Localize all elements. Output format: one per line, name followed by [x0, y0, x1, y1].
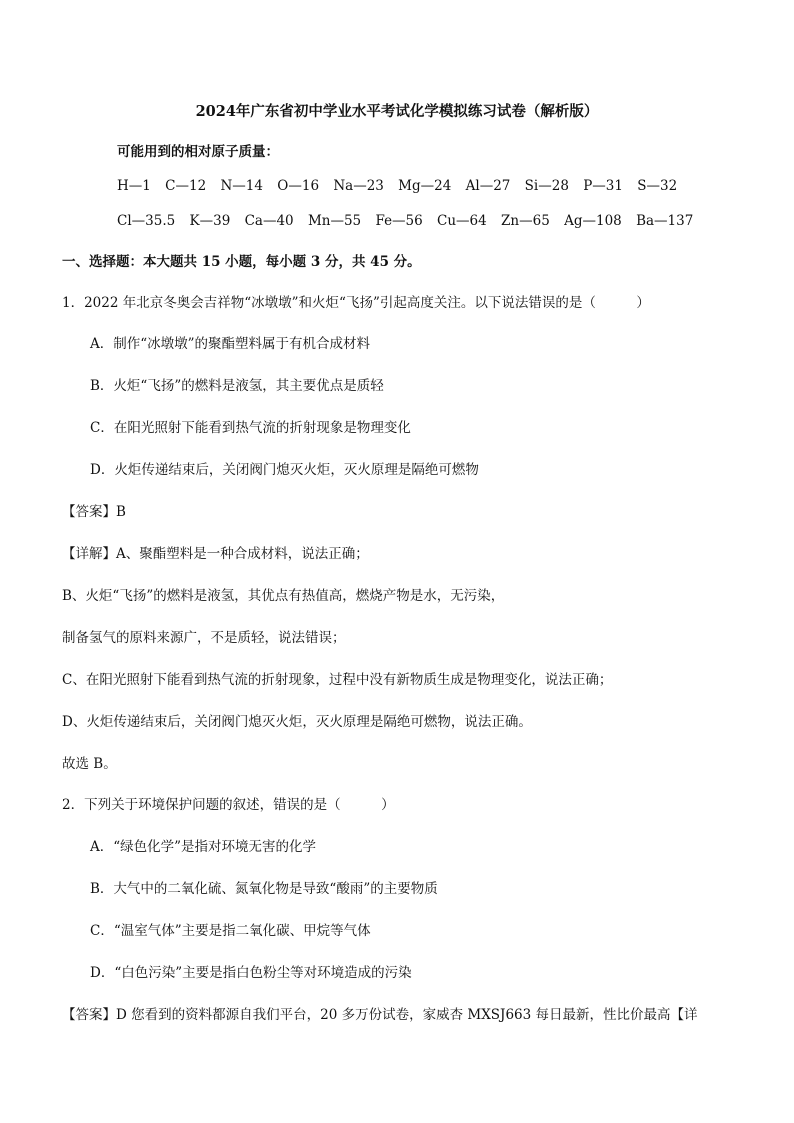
atomic-mass-s: S—32 [637, 178, 678, 194]
atomic-mass-ba: Ba—137 [636, 213, 694, 229]
atomic-mass-fe: Fe—56 [375, 213, 423, 229]
question-1-stem: 1．2022 年北京冬奥会吉祥物“冰墩墩”和火炬“飞扬”引起高度关注。以下说法错误的是（ ） [62, 295, 650, 311]
question-1-option-c: C．在阳光照射下能看到热气流的折射现象是物理变化 [90, 420, 411, 436]
atomic-mass-c: C—12 [165, 178, 207, 194]
atomic-mass-o: O—16 [277, 178, 320, 194]
page-title: 2024年广东省初中学业水平考试化学模拟练习试卷（解析版） [195, 103, 599, 120]
question-1-explanation-line-2: B、火炬“飞扬”的燃料是液氢，其优点有热值高，燃烧产物是水，无污染， [62, 588, 505, 604]
question-2-answer: 【答案】D 您看到的资料都源自我们平台，20 多万份试卷，家威杏 MXSJ663 每日最新，性比价最高【详 [62, 1007, 698, 1023]
question-2-option-c: C．“温室气体”主要是指二氧化碳、甲烷等气体 [90, 923, 371, 939]
atomic-mass-cu: Cu—64 [437, 213, 487, 229]
atomic-mass-si: Si—28 [524, 178, 569, 194]
atomic-mass-cl: Cl—35.5 [117, 213, 176, 229]
atomic-mass-heading: 可能用到的相对原子质量： [117, 144, 279, 160]
atomic-mass-mn: Mn—55 [307, 213, 362, 229]
question-1-option-a: A．制作“冰墩墩”的聚酯塑料属于有机合成材料 [90, 336, 371, 352]
question-2-stem: 2．下列关于环境保护问题的叙述，错误的是（ ） [62, 797, 395, 813]
question-2-option-b: B．大气中的二氧化硫、氮氧化物是导致“酸雨”的主要物质 [90, 881, 438, 897]
atomic-mass-mg: Mg—24 [398, 178, 452, 194]
atomic-mass-k: K—39 [189, 213, 231, 229]
atomic-mass-p: P—31 [583, 178, 623, 194]
atomic-mass-row-1 [117, 177, 687, 195]
question-1-answer: 【答案】B [62, 504, 126, 520]
question-1-explanation-line-1: 【详解】A、聚酯塑料是一种合成材料，说法正确； [62, 546, 369, 562]
question-2-option-d: D．“白色污染”主要是指白色粉尘等对环境造成的污染 [90, 965, 412, 981]
question-1-option-d: D．火炬传递结束后，关闭阀门熄灭火炬，灭火原理是隔绝可燃物 [90, 462, 479, 478]
atomic-mass-zn: Zn—65 [501, 213, 550, 229]
atomic-mass-na: Na—23 [333, 178, 384, 194]
section-heading: 一、选择题：本大题共 15 小题，每小题 3 分，共 45 分。 [62, 254, 421, 270]
question-1-explanation-line-3: 制备氢气的原料来源广，不是质轻，说法错误； [62, 630, 346, 646]
question-1-option-b: B．火炬“飞扬”的燃料是液氢，其主要优点是质轻 [90, 378, 384, 394]
atomic-mass-n: N—14 [220, 178, 263, 194]
question-1-explanation-line-5: D、火炬传递结束后，关闭阀门熄灭火炬，灭火原理是隔绝可燃物，说法正确。 [62, 714, 532, 730]
question-1-explanation-line-4: C、在阳光照射下能看到热气流的折射现象，过程中没有新物质生成是物理变化，说法正确； [62, 672, 613, 688]
question-1-explanation-line-6: 故选 B。 [62, 756, 117, 772]
atomic-mass-row-2 [117, 212, 703, 230]
atomic-mass-ag: Ag—108 [564, 213, 622, 229]
atomic-mass-ca: Ca—40 [244, 213, 294, 229]
atomic-mass-h: H—1 [117, 178, 151, 194]
question-2-option-a: A．“绿色化学”是指对环境无害的化学 [90, 839, 317, 855]
atomic-mass-al: Al—27 [465, 178, 511, 194]
